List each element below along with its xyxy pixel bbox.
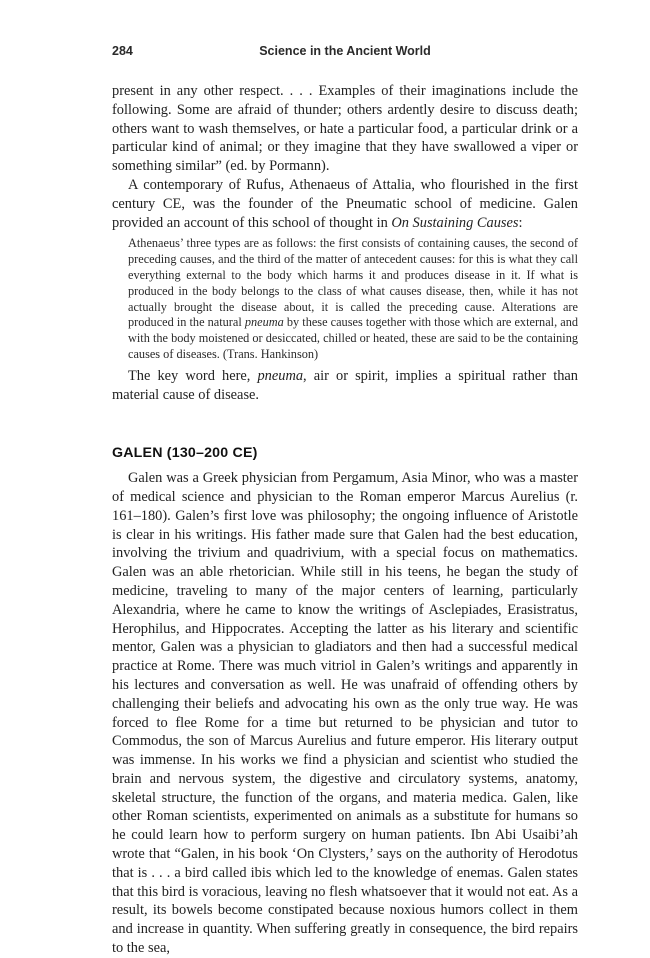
paragraph-galen: Galen was a Greek physician from Pergamum, Asia Minor, who was a master of medical science and physician to the Roman emperor Marcus Aurelius (r. 161–180). Galen’s first love was philosophy; the ongoing influence of Aristotle is clear in his writings. His father made sure that Galen had the best education, involving the trivium and quadrivium, with a special focus on mathematics. Galen was an able rhetorician. While still in his teens, he began the study of medicine, traveling to many of the major centers of learning, particularly Alexandria, where he came to know the writings of Asclepiades, Erasistratus, Herophilus, and Hippocrates. Accepting the latter as his literary and scientific mentor, Galen was a physician to gladiators and then had a successful medical practice at Rome. There was much vitriol in Galen’s writings and apparently in his lectures and conversation as well. He was unafraid of offending others by challenging their beliefs and advocating his own as the only true way. He was forced to flee Rome for a time but returned to be physician and tutor to Commodus, the son of Marcus Aurelius and future emperor. His literary output was immense. In his works we find a physician and scientist who studied the brain and nervous system, the digestive and circulatory systems, anatomy, skeletal structure, the function of the organs, and materia medica. Galen, like other Roman scientists, experimented on animals as a substitute for humans so he could learn how to perform surgery on human patients. Ibn Abi Usaibi’ah wrote that “Galen, in his book ‘On Clysters,’ says on the authority of Herodotus that is . . . a bird called ibis which led to the knowledge of enemas. Galen states that this bird is voracious, leaving no flesh whatsoever that it would not eat. As a result, its bowels become constipated because noxious humors collect in them and increase in quantity. When suffering greatly in consequence, the bird repairs to the sea, [112,470,578,957]
block-quote [128,236,578,362]
quote-text [128,236,578,362]
running-head [112,44,578,62]
running-title: Science in the Ancient World [259,44,431,58]
book-title: On Sustaining Causes [391,214,519,231]
quote-part-b: by these causes together with those which are external, and with the body moistened or desiccated, chilled or heated, these are said to be the containing causes of diseases. (Trans. Hankinson) [128,315,578,361]
quote-term: pneuma [244,315,284,330]
paragraph-text: A contemporary of Rufus, Athenaeus of Attalia, who flourished in the first century CE, was the founder of the Pneumatic school of medicine. Galen provided an account of this school of thought in [112,176,578,231]
body-text [112,82,578,958]
paragraph-text-end: , air or spirit, implies a spiritual rather than material cause of disease. [112,367,578,403]
key-term: pneuma [257,367,304,384]
paragraph-key-word [112,367,578,405]
page-number: 284 [112,44,133,58]
paragraph-continued: present in any other respect. . . . Examples of their imaginations include the following. Some are afraid of thunder; others ardently desire to discuss death; others want to wash themselves, or hate a particular food, a particular drink or a particular kind of animal; or they imagine that they have swallowed a viper or something similar” (ed. by Pormann). [112,83,578,175]
paragraph-pneumatic-school [112,176,578,232]
paragraph-end: : [518,214,523,231]
section-heading: GALEN (130–200 CE) [112,445,258,462]
paragraph-text: The key word here, [128,367,258,384]
quote-part-a: Athenaeus’ three types are as follows: the first consists of containing causes, the second of preceding causes, and the third of the matter of antecedent causes: for this is what they call everything external to the body which harms it and produces disease in it. If what is produced in the body belongs to the class of what causes disease, then, while it has not actually brought the disease about, it is called the preceding cause. Alterations are produced in the natural [128,236,578,330]
